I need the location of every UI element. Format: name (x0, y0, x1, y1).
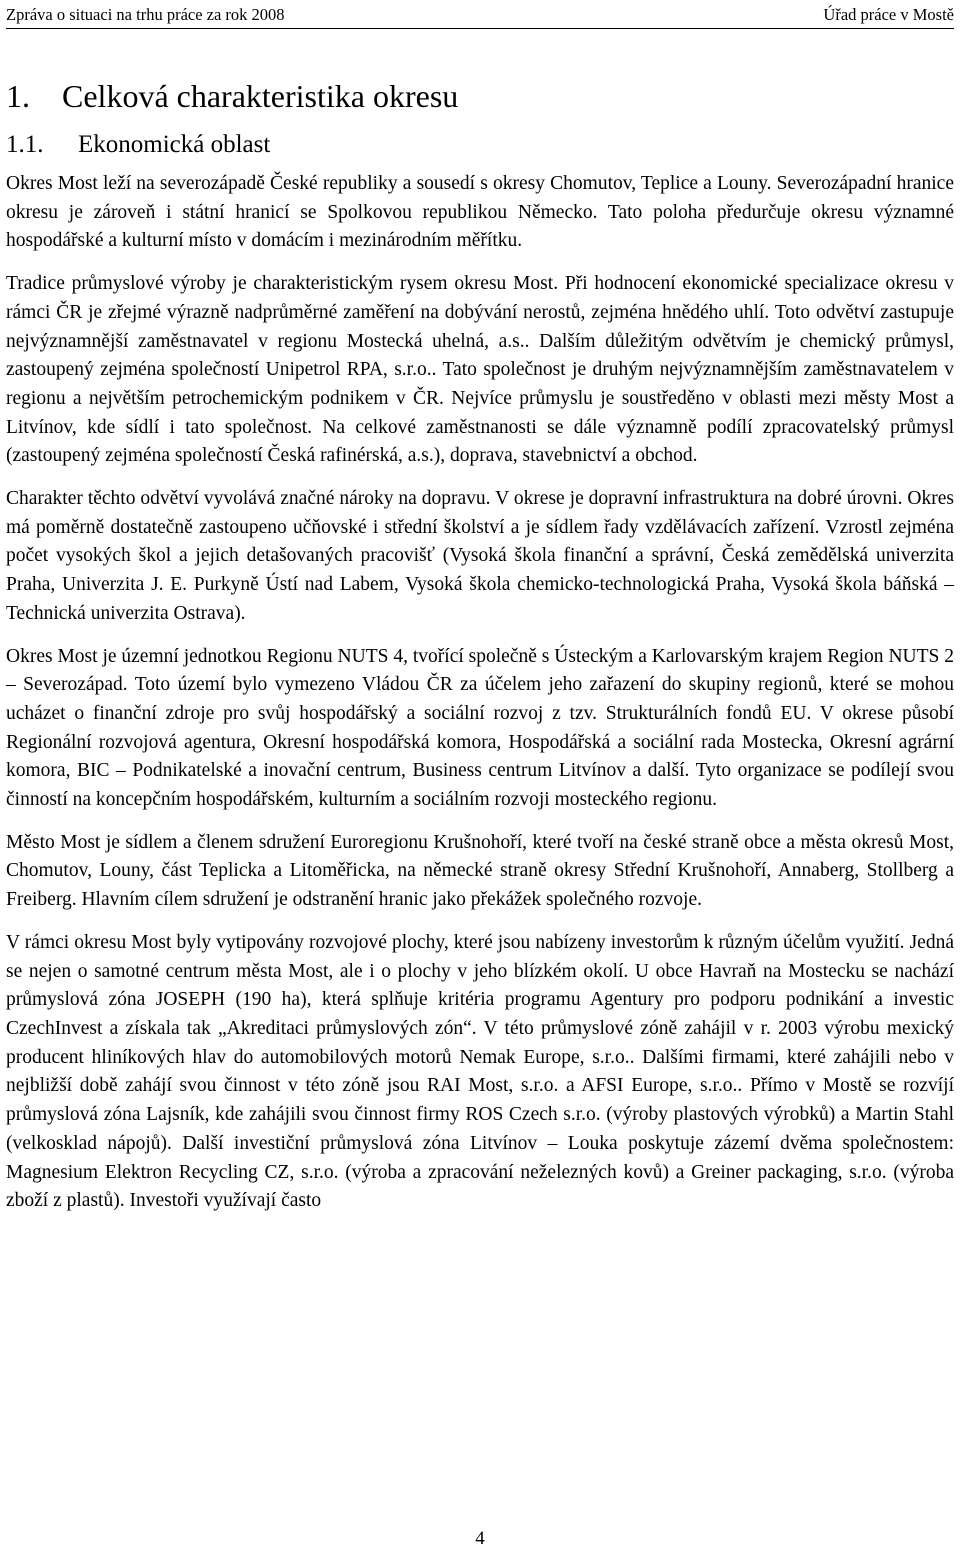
paragraph-industry: Tradice průmyslové výroby je charakteristickým rysem okresu Most. Při hodnocení ekonomické specializace okresu v rámci ČR je zřejmé výrazně nadprůměrné zaměření na dobývání nerostů, zejména hnědého uhlí. Toto odvětví zastupuje nejvýznamnější zaměstnavatel v regionu Mostecká uhelná, a.s.. Dalším důležitým odvětvím je chemický průmysl, zastoupený zejména společností Unipetrol RPA, s.r.o.. Tato společnost je druhým nejvýznamnějším zaměstnavatelem v regionu a největším petrochemickým podnikem v ČR. Nejvíce průmyslu je soustředěno v oblasti mezi městy Most a Litvínov, kde sídlí i tato společnost. Na celkové zaměstnanosti se dále významně podílí zpracovatelský průmysl (zastoupený zejména společností Česká rafinérská, a.s.), doprava, stavebnictví a obchod. (6, 273, 954, 467)
paragraph-nuts-region: Okres Most je územní jednotkou Regionu NUTS 4, tvořící společně s Ústeckým a Karlovarským krajem Region NUTS 2 – Severozápad. Toto území bylo vymezeno Vládou ČR za účelem jeho zařazení do skupiny regionů, které se mohou ucházet o finanční zdroje pro svůj hospodářský a sociální rozvoj z tzv. Strukturálních fondů EU. V okrese působí Regionální rozvojová agentura, Okresní hospodářská komora, Hospodářská a sociální rada Mostecka, Okresní agrární komora, BIC – Podnikatelské a inovační centrum, Business centrum Litvínov a další. Tyto organizace se podílejí svou činností na koncepčním hospodářském, kulturním a sociálním rozvoji mosteckého regionu. (6, 645, 954, 811)
subsection-number: 1.1. (6, 131, 44, 158)
header-office-name: Úřad práce v Mostě (823, 5, 954, 24)
section-title: Celková charakteristika okresu (62, 78, 459, 114)
page-number: 4 (475, 1528, 485, 1549)
paragraph-infrastructure: Charakter těchto odvětví vyvolává značné nároky na dopravu. V okrese je dopravní infrastruktura na dobré úrovni. Okres má poměrně dostatečně zastoupeno učňovské i střední školství a je sídlem řady vzdělávacích zařízení. Vzrostl zejména počet vysokých škol a jejich detašovaných pracovišť (Vysoká škola finanční a správní, Česká zemědělská univerzita Praha, Univerzita J. E. Purkyně Ústí nad Labem, Vysoká škola chemicko-technologická Praha, Vysoká škola báňská – Technická univerzita Ostrava). (6, 488, 954, 624)
subsection-title: Ekonomická oblast (78, 131, 271, 158)
header-report-title: Zpráva o situaci na trhu práce za rok 2008 (6, 5, 285, 24)
paragraph-location: Okres Most leží na severozápadě České republiky a sousedí s okresy Chomutov, Teplice a Louny. Severozápadní hranice okresu je zároveň i státní hranicí se Spolkovou republikou Německo. Tato poloha předurčuje okresu významné hospodářské a kulturní místo v domácím i mezinárodním měřítku. (6, 173, 954, 252)
paragraph-euroregion: Město Most je sídlem a členem sdružení Euroregionu Krušnohoří, které tvoří na české straně obce a města okresů Most, Chomutov, Louny, část Teplicka a Litoměřicka, na německé straně okresy Střední Krušnohoří, Annaberg, Stollberg a Freiberg. Hlavním cílem sdružení je odstranění hranic jako překážek společného rozvoje. (6, 831, 954, 911)
section-number: 1. (6, 78, 30, 114)
section-heading (6, 76, 954, 116)
page-content (6, 76, 954, 1216)
paragraph-development-zones: V rámci okresu Most byly vytipovány rozvojové plochy, které jsou nabízeny investorům k různým účelům využití. Jedná se nejen o samotné centrum města Most, ale i o plochy v jeho blízkém okolí. U obce Havraň na Mostecku se nachází průmyslová zóna JOSEPH (190 ha), která splňuje kritéria programu Agentury pro podporu podnikání a investic CzechInvest a získala tak „Akreditaci průmyslových zón“. V této průmyslové zóně zahájil v r. 2003 výrobu mexický producent hliníkových hlav do automobilových motorů Nemak Europe, s.r.o.. Dalšími firmami, které zahájili nebo v nejbližší době zahájí svou činnost v této zóně jsou RAI Most, s.r.o. a AFSI Europe, s.r.o.. Přímo v Mostě se rozvíjí průmyslová zóna Lajsník, kde zahájili svou činnost firmy ROS Czech s.r.o. (výroby plastových výrobků) a Martin Stahl (velkosklad nápojů). Další investiční průmyslová zóna Litvínov – Louka poskytuje zázemí dvěma společnostem: Magnesium Elektron Recycling CZ, s.r.o. (výroba a zpracování neželezných kovů) a Greiner packaging, s.r.o. (výroba zboží z plastů). Investoři využívají často (6, 931, 954, 1212)
subsection-heading (6, 128, 954, 162)
running-header (6, 4, 954, 29)
